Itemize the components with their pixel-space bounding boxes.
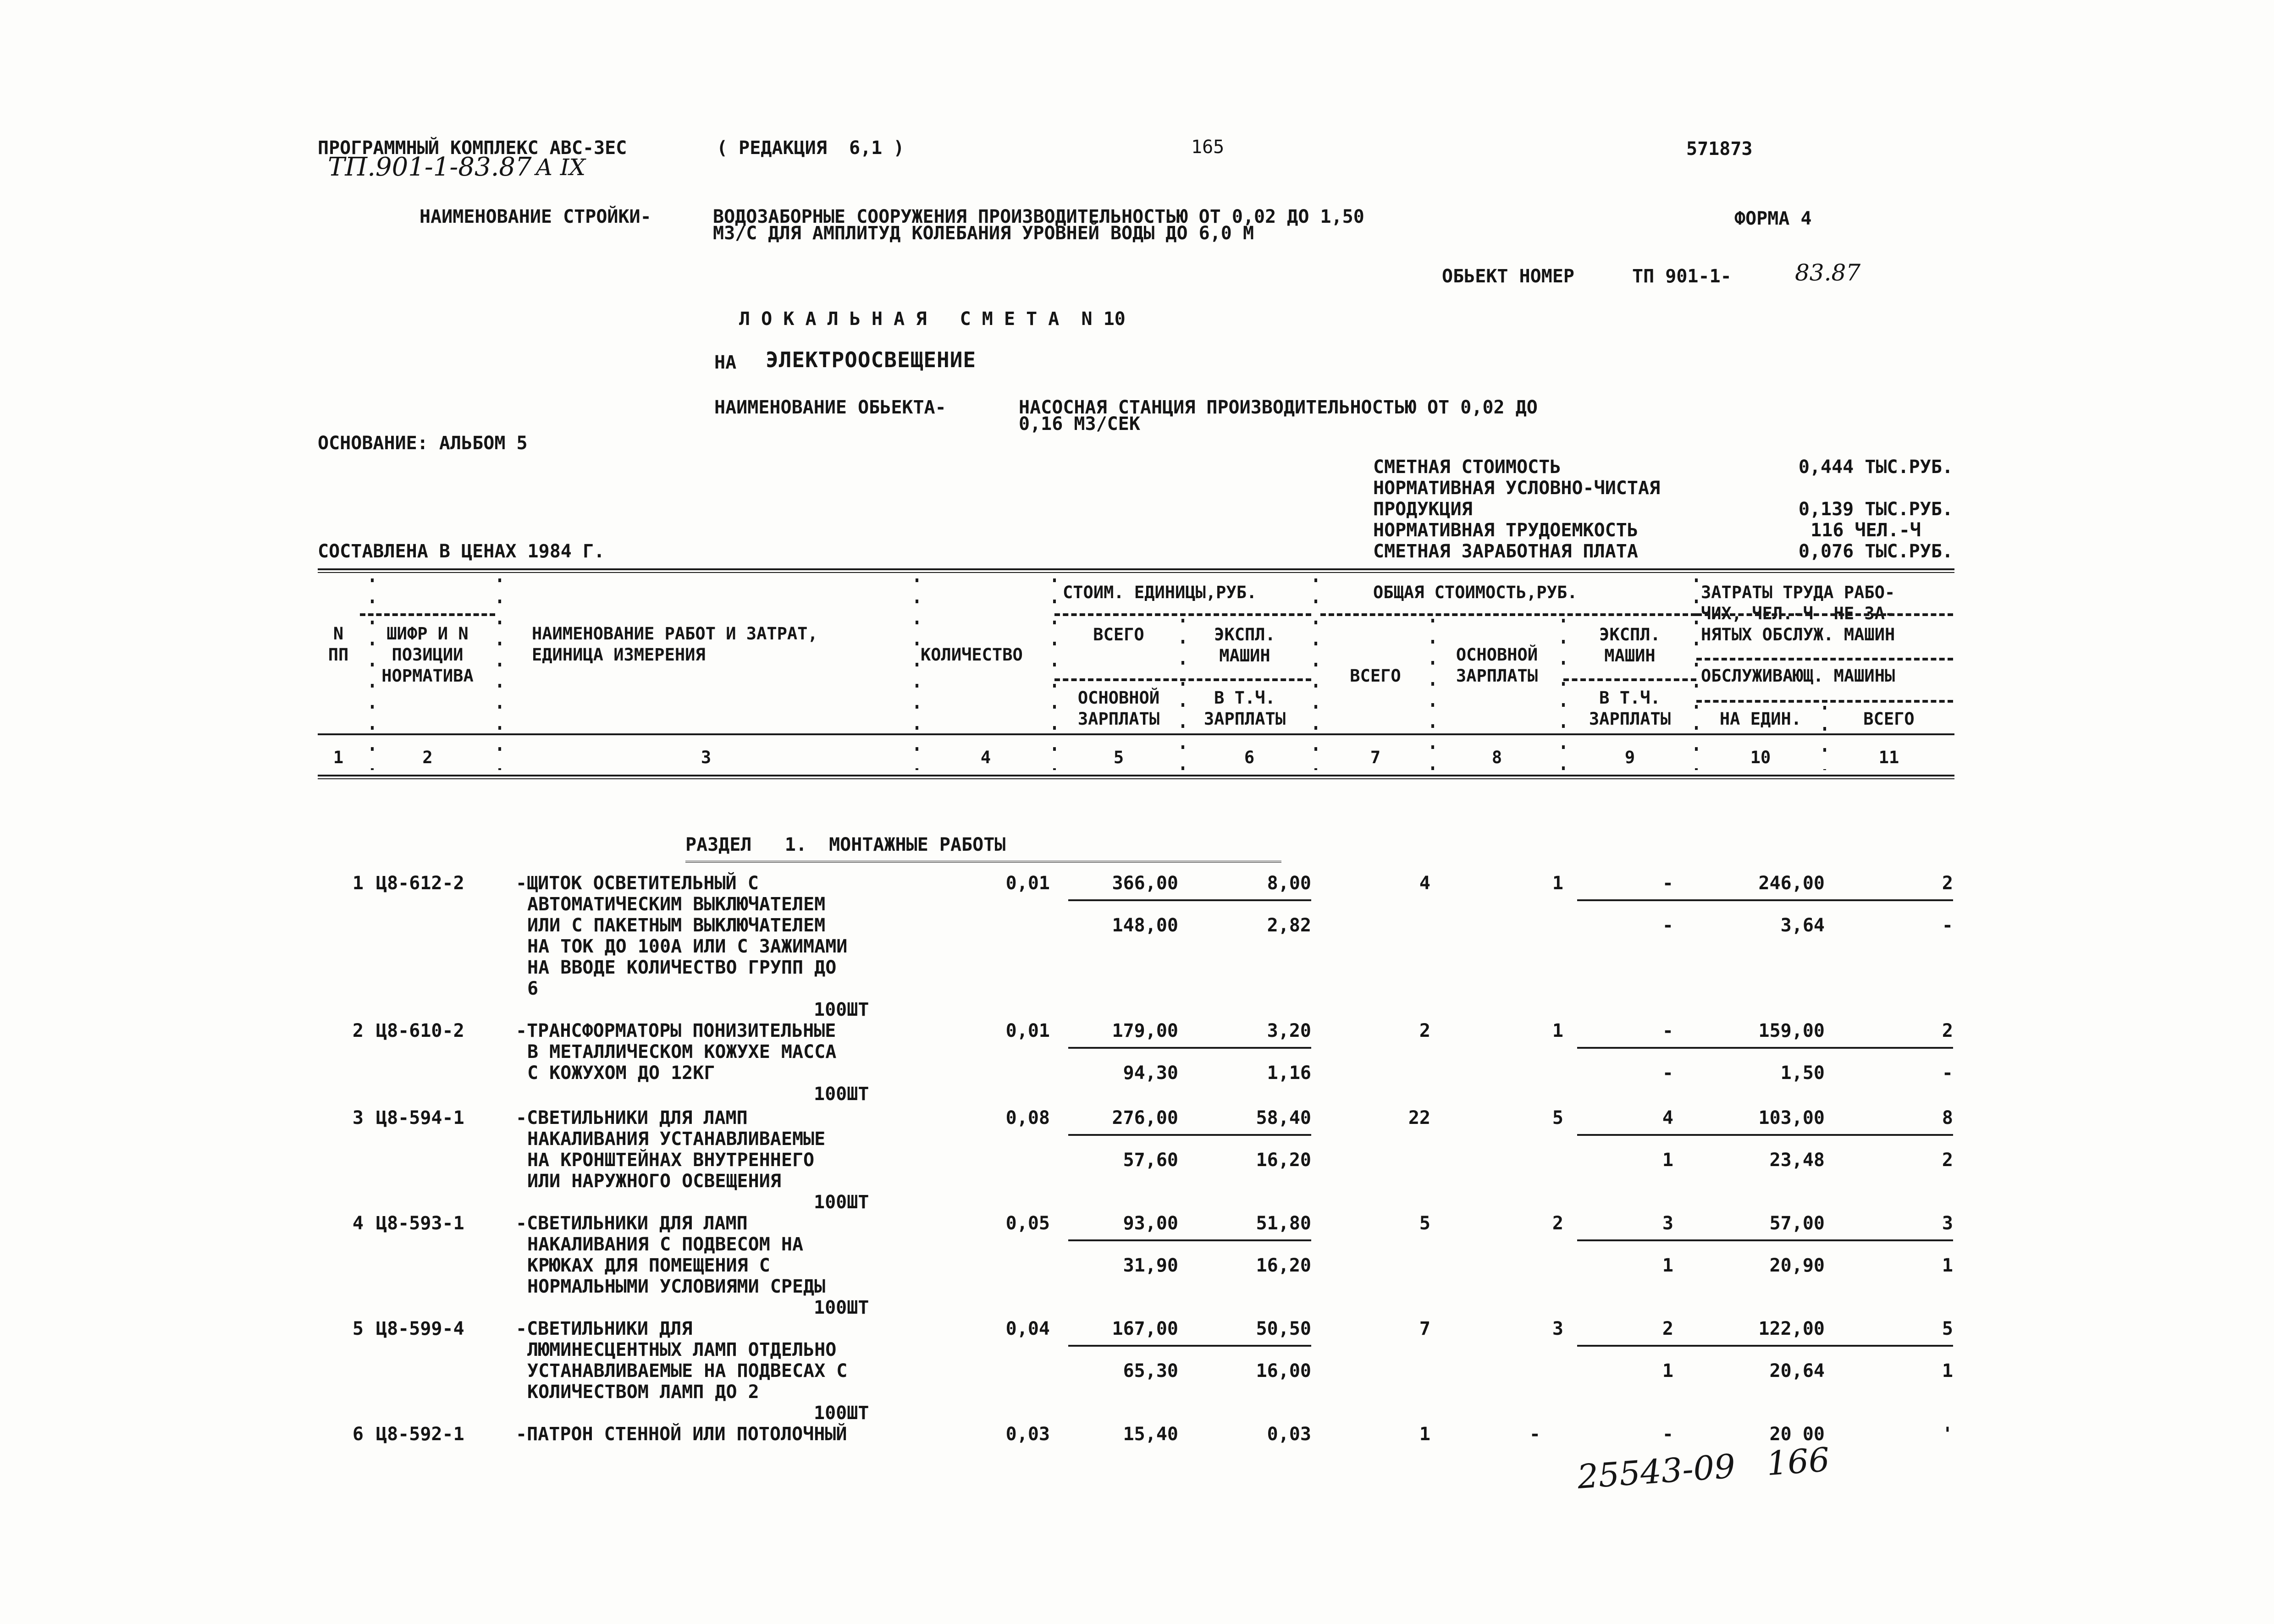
row-name-line: -СВЕТИЛЬНИКИ ДЛЯ <box>516 1318 693 1339</box>
summary-label: НОРМАТИВНАЯ УСЛОВНО-ЧИСТАЯ <box>1373 478 1661 499</box>
row-number: 2 <box>352 1020 364 1041</box>
rule <box>1577 1345 1953 1347</box>
row-unit-total: 179,00 <box>1112 1020 1178 1041</box>
row-mach-wage: 1 <box>1662 1360 1673 1382</box>
col-header-unit-mach: ЭКСПЛ. МАШИН <box>1214 625 1275 666</box>
row-name-line: -СВЕТИЛЬНИКИ ДЛЯ ЛАМП <box>516 1107 748 1129</box>
row-labor-total: 2 <box>1942 873 1953 894</box>
row-unit-base-wage: 57,60 <box>1123 1150 1178 1171</box>
row-unit-mach: 50,50 <box>1256 1318 1311 1339</box>
summary-label: СМЕТНАЯ СТОИМОСТЬ <box>1373 457 1561 478</box>
construction-line-1: ВОДОЗАБОРНЫЕ СООРУЖЕНИЯ ПРОИЗВОДИТЕЛЬНОСТЬЮ ОТ 0,02 ДО 1,50 <box>713 206 1364 227</box>
object-label: НАИМЕНОВАНИЕ ОБЬЕКТА- <box>714 397 946 418</box>
row-number: 1 <box>352 873 364 894</box>
col-number: 6 <box>1244 748 1255 767</box>
construction-label: НАИМЕНОВАНИЕ СТРОЙКИ- <box>419 206 651 227</box>
row-labor-unit: 57,00 <box>1769 1213 1825 1234</box>
row-qty: 0,04 <box>1005 1318 1050 1339</box>
row-mach-wage: 1 <box>1662 1255 1673 1276</box>
row-labor-total: 8 <box>1942 1107 1953 1129</box>
row-service-total: - <box>1942 1062 1953 1084</box>
row-unit-total: 15,40 <box>1123 1424 1178 1445</box>
footer-handwritten-note: 25543-09 166 <box>1576 1440 1831 1497</box>
summary-label: ПРОДУКЦИЯ <box>1373 499 1473 520</box>
section-underline <box>685 861 1281 864</box>
row-unit-incl-wage: 16,00 <box>1256 1360 1311 1382</box>
summary-value: 0,139 ТЫС.РУБ. <box>1798 499 1953 520</box>
row-total-mach: 4 <box>1662 1107 1673 1129</box>
object-line-1: НАСОСНАЯ СТАНЦИЯ ПРОИЗВОДИТЕЛЬНОСТЬЮ ОТ 0,02 ДО <box>1019 397 1538 418</box>
row-labor-unit: 20 00 <box>1769 1424 1825 1445</box>
row-qty: 0,01 <box>1005 873 1050 894</box>
row-unit-total: 276,00 <box>1112 1107 1178 1129</box>
row-name-line: С КОЖУХОМ ДО 12КГ <box>527 1062 715 1084</box>
row-code: Ц8-593-1 <box>376 1213 464 1234</box>
row-name-line: НАКАЛИВАНИЯ С ПОДВЕСОМ НА <box>527 1234 804 1255</box>
row-unit-base-wage: 94,30 <box>1123 1062 1178 1084</box>
row-unit-base-wage: 148,00 <box>1112 915 1178 936</box>
row-unit-mach: 58,40 <box>1256 1107 1311 1129</box>
col-header-unit-incl-wage: В Т.Ч. ЗАРПЛАТЫ <box>1203 688 1286 729</box>
row-unit-total: 167,00 <box>1112 1318 1178 1339</box>
row-service-total: - <box>1942 915 1953 936</box>
row-total: 5 <box>1419 1213 1430 1234</box>
row-name-line: НА ВВОДЕ КОЛИЧЕСТВО ГРУПП ДО <box>527 957 837 978</box>
row-labor-total: 3 <box>1942 1213 1953 1234</box>
row-total: 22 <box>1408 1107 1430 1129</box>
rule <box>1068 1134 1311 1136</box>
prices-note: СОСТАВЛЕНА В ЦЕНАХ 1984 Г. <box>318 541 605 562</box>
row-total-mach: 3 <box>1662 1213 1673 1234</box>
rule <box>1068 1345 1311 1347</box>
row-code: Ц8-594-1 <box>376 1107 464 1129</box>
row-total-base-wage: 5 <box>1552 1107 1563 1129</box>
row-unit-mach: 0,03 <box>1267 1424 1311 1445</box>
row-total-base-wage: 3 <box>1552 1318 1563 1339</box>
rule <box>1068 899 1311 901</box>
col-number: 11 <box>1878 748 1899 767</box>
summary-label: СМЕТНАЯ ЗАРАБОТНАЯ ПЛАТА <box>1373 541 1638 562</box>
col-header-total-mach: ЭКСПЛ. МАШИН <box>1599 625 1661 666</box>
rule <box>1577 899 1953 901</box>
row-number: 6 <box>352 1424 364 1445</box>
section-title: РАЗДЕЛ 1. МОНТАЖНЫЕ РАБОТЫ <box>685 834 1006 855</box>
col-number: 2 <box>422 748 433 767</box>
row-code: Ц8-610-2 <box>376 1020 464 1041</box>
col-number: 1 <box>333 748 344 767</box>
row-name-line: -СВЕТИЛЬНИКИ ДЛЯ ЛАМП <box>516 1213 748 1234</box>
row-service-unit: 3,64 <box>1780 915 1825 936</box>
row-unit: 100ШТ <box>814 1403 869 1424</box>
row-total-base-wage: - <box>1529 1424 1540 1445</box>
handwritten-code: ТП.901-1-83.87 <box>328 152 532 182</box>
row-total-mach: - <box>1662 873 1673 894</box>
row-total: 7 <box>1419 1318 1430 1339</box>
object-number: ТП 901-1- <box>1632 266 1732 287</box>
row-unit-incl-wage: 1,16 <box>1267 1062 1311 1084</box>
col-header-total-all: ВСЕГО <box>1350 666 1401 686</box>
rule <box>1577 1239 1953 1241</box>
row-name-line: НА КРОНШТЕЙНАХ ВНУТРЕННЕГО <box>527 1150 815 1171</box>
row-unit-incl-wage: 16,20 <box>1256 1255 1311 1276</box>
row-unit: 100ШТ <box>814 1297 869 1318</box>
column-separators <box>0 0 2274 779</box>
row-labor-unit: 159,00 <box>1758 1020 1825 1041</box>
row-code: Ц8-599-4 <box>376 1318 464 1339</box>
program-name: ПРОГРАММНЫЙ КОМПЛЕКС АВС-3ЕС <box>318 138 627 159</box>
row-name-line: ИЛИ С ПАКЕТНЫМ ВЫКЛЮЧАТЕЛЕМ <box>527 915 826 936</box>
row-labor-unit: 122,00 <box>1758 1318 1825 1339</box>
col-number: 9 <box>1624 748 1635 767</box>
row-total-mach: - <box>1662 1424 1673 1445</box>
row-qty: 0,05 <box>1005 1213 1050 1234</box>
row-name-line: НА ТОК ДО 100А ИЛИ С ЗАЖИМАМИ <box>527 936 848 957</box>
col-header-labor-per-unit: НА ЕДИН. <box>1719 709 1802 729</box>
row-service-total: 2 <box>1942 1150 1953 1171</box>
row-unit: 100ШТ <box>814 1084 869 1105</box>
construction-line-2: М3/С ДЛЯ АМПЛИТУД КОЛЕБАНИЯ УРОВНЕЙ ВОДЫ ДО 6,0 М <box>713 223 1254 244</box>
summary-value: 0,076 ТЫС.РУБ. <box>1798 541 1953 562</box>
summary-label: НОРМАТИВНАЯ ТРУДОЕМКОСТЬ <box>1373 520 1638 541</box>
col-number: 7 <box>1370 748 1381 767</box>
col-header-code: ШИФР И N ПОЗИЦИИ НОРМАТИВА <box>381 624 474 686</box>
row-name-line: КОЛИЧЕСТВОМ ЛАМП ДО 2 <box>527 1382 759 1403</box>
row-labor-total: ' <box>1942 1424 1953 1445</box>
col-header-total-incl-wage: В Т.Ч. ЗАРПЛАТЫ <box>1589 688 1671 729</box>
row-total-base-wage: 1 <box>1552 873 1563 894</box>
row-name-line: УСТАНАВЛИВАЕМЫЕ НА ПОДВЕСАХ С <box>527 1360 848 1382</box>
row-name-line: КРЮКАХ ДЛЯ ПОМЕЩЕНИЯ С <box>527 1255 770 1276</box>
form-number: ФОРМА 4 <box>1734 208 1812 229</box>
row-unit-incl-wage: 16,20 <box>1256 1150 1311 1171</box>
row-qty: 0,03 <box>1005 1424 1050 1445</box>
row-name-line: -ТРАНСФОРМАТОРЫ ПОНИЗИТЕЛЬНЫЕ <box>516 1020 836 1041</box>
col-number: 8 <box>1491 748 1502 767</box>
object-number-handwritten: 83.87 <box>1795 259 1861 286</box>
row-unit-mach: 3,20 <box>1267 1020 1311 1041</box>
row-name-line: ЛЮМИНЕСЦЕНТНЫХ ЛАМП ОТДЕЛЬНО <box>527 1339 837 1360</box>
row-number: 3 <box>352 1107 364 1129</box>
rule <box>1068 1047 1311 1049</box>
col-header-unit-total: ВСЕГО <box>1093 625 1144 644</box>
summary-value: 116 ЧЕЛ.-Ч <box>1810 520 1921 541</box>
row-unit-total: 93,00 <box>1123 1213 1178 1234</box>
row-labor-total: 5 <box>1942 1318 1953 1339</box>
row-service-unit: 20,90 <box>1769 1255 1825 1276</box>
row-total: 2 <box>1419 1020 1430 1041</box>
object-line-2: 0,16 М3/СЕК <box>1019 413 1140 435</box>
row-total-base-wage: 1 <box>1552 1020 1563 1041</box>
row-code: Ц8-592-1 <box>376 1424 464 1445</box>
row-labor-unit: 103,00 <box>1758 1107 1825 1129</box>
row-mach-wage: 1 <box>1662 1150 1673 1171</box>
col-number: 5 <box>1113 748 1124 767</box>
row-unit-incl-wage: 2,82 <box>1267 915 1311 936</box>
col-number: 4 <box>980 748 991 767</box>
row-name-line: -ПАТРОН СТЕННОЙ ИЛИ ПОТОЛОЧНЫЙ <box>516 1424 847 1445</box>
col-header-labor-total: ВСЕГО <box>1863 709 1915 729</box>
row-unit-mach: 51,80 <box>1256 1213 1311 1234</box>
row-labor-total: 2 <box>1942 1020 1953 1041</box>
row-labor-unit: 246,00 <box>1758 873 1825 894</box>
row-number: 4 <box>352 1213 364 1234</box>
object-number-label: ОБЬЕКТ НОМЕР <box>1442 266 1574 287</box>
row-total-mach: - <box>1662 1020 1673 1041</box>
row-total-mach: 2 <box>1662 1318 1673 1339</box>
col-header-labor-service: ОБСЛУЖИВАЮЩ. МАШИНЫ <box>1701 666 1895 686</box>
doc-number: 571873 <box>1686 138 1753 160</box>
row-unit: 100ШТ <box>814 999 869 1020</box>
row-total: 1 <box>1419 1424 1430 1445</box>
row-unit-base-wage: 65,30 <box>1123 1360 1178 1382</box>
on-value: ЭЛЕКТРООСВЕЩЕНИЕ <box>766 347 977 372</box>
row-name-line: НОРМАЛЬНЫМИ УСЛОВИЯМИ СРЕДЫ <box>527 1276 826 1297</box>
rule <box>1577 1047 1953 1049</box>
row-name-line: В МЕТАЛЛИЧЕСКОМ КОЖУХЕ МАССА <box>527 1041 837 1062</box>
rule <box>1577 1134 1953 1136</box>
row-qty: 0,01 <box>1005 1020 1050 1041</box>
col-header-num: N ПП <box>328 624 349 665</box>
page-number: 165 <box>1191 137 1225 158</box>
summary-value: 0,444 ТЫС.РУБ. <box>1798 457 1953 478</box>
col-header-total-base-wage: ОСНОВНОЙ ЗАРПЛАТЫ <box>1456 645 1538 686</box>
col-number: 3 <box>701 748 712 767</box>
rule <box>1068 1239 1311 1241</box>
row-service-unit: 23,48 <box>1769 1150 1825 1171</box>
row-service-unit: 20,64 <box>1769 1360 1825 1382</box>
col-header-name: НАИМЕНОВАНИЕ РАБОТ И ЗАТРАТ, ЕДИНИЦА ИЗМЕРЕНИЯ <box>532 624 818 665</box>
row-service-total: 1 <box>1942 1360 1953 1382</box>
row-name-line: -ЩИТОК ОСВЕТИТЕЛЬНЫЙ С <box>516 873 759 894</box>
col-header-total-cost: ОБЩАЯ СТОИМОСТЬ,РУБ. <box>1373 583 1578 602</box>
row-total-base-wage: 2 <box>1552 1213 1563 1234</box>
row-name-line: АВТОМАТИЧЕСКИМ ВЫКЛЮЧАТЕЛЕМ <box>527 894 826 915</box>
row-unit-mach: 8,00 <box>1267 873 1311 894</box>
row-mach-wage: - <box>1662 1062 1673 1084</box>
col-header-unit-base-wage: ОСНОВНОЙ ЗАРПЛАТЫ <box>1077 688 1160 729</box>
row-name-line: ИЛИ НАРУЖНОГО ОСВЕЩЕНИЯ <box>527 1171 781 1192</box>
row-service-unit: 1,50 <box>1780 1062 1825 1084</box>
row-number: 5 <box>352 1318 364 1339</box>
document-title: Л О К А Л Ь Н А Я С М Е Т А N 10 <box>739 308 1126 330</box>
col-header-qty: КОЛИЧЕСТВО <box>921 645 1023 665</box>
edition: ( РЕДАКЦИЯ 6,1 ) <box>717 138 905 159</box>
row-code: Ц8-612-2 <box>376 873 464 894</box>
row-mach-wage: - <box>1662 915 1673 936</box>
handwritten-album: А IX <box>535 154 586 181</box>
basis: ОСНОВАНИЕ: АЛЬБОМ 5 <box>318 433 528 454</box>
row-unit-total: 366,00 <box>1112 873 1178 894</box>
col-header-labor: ЗАТРАТЫ ТРУДА РАБО- ЧИХ, ЧЕЛ.-Ч НЕ ЗА- НЯТЫХ ОБСЛУЖ. МАШИН <box>1701 583 1895 644</box>
col-header-unit-cost: СТОИМ. ЕДИНИЦЫ,РУБ. <box>1063 583 1257 602</box>
row-total: 4 <box>1419 873 1430 894</box>
on-label: НА <box>714 352 737 373</box>
col-number: 10 <box>1750 748 1771 767</box>
row-unit: 100ШТ <box>814 1192 869 1213</box>
row-unit-base-wage: 31,90 <box>1123 1255 1178 1276</box>
row-name-line: НАКАЛИВАНИЯ УСТАНАВЛИВАЕМЫЕ <box>527 1129 826 1150</box>
row-qty: 0,08 <box>1005 1107 1050 1129</box>
row-service-total: 1 <box>1942 1255 1953 1276</box>
row-name-line: 6 <box>527 978 539 999</box>
